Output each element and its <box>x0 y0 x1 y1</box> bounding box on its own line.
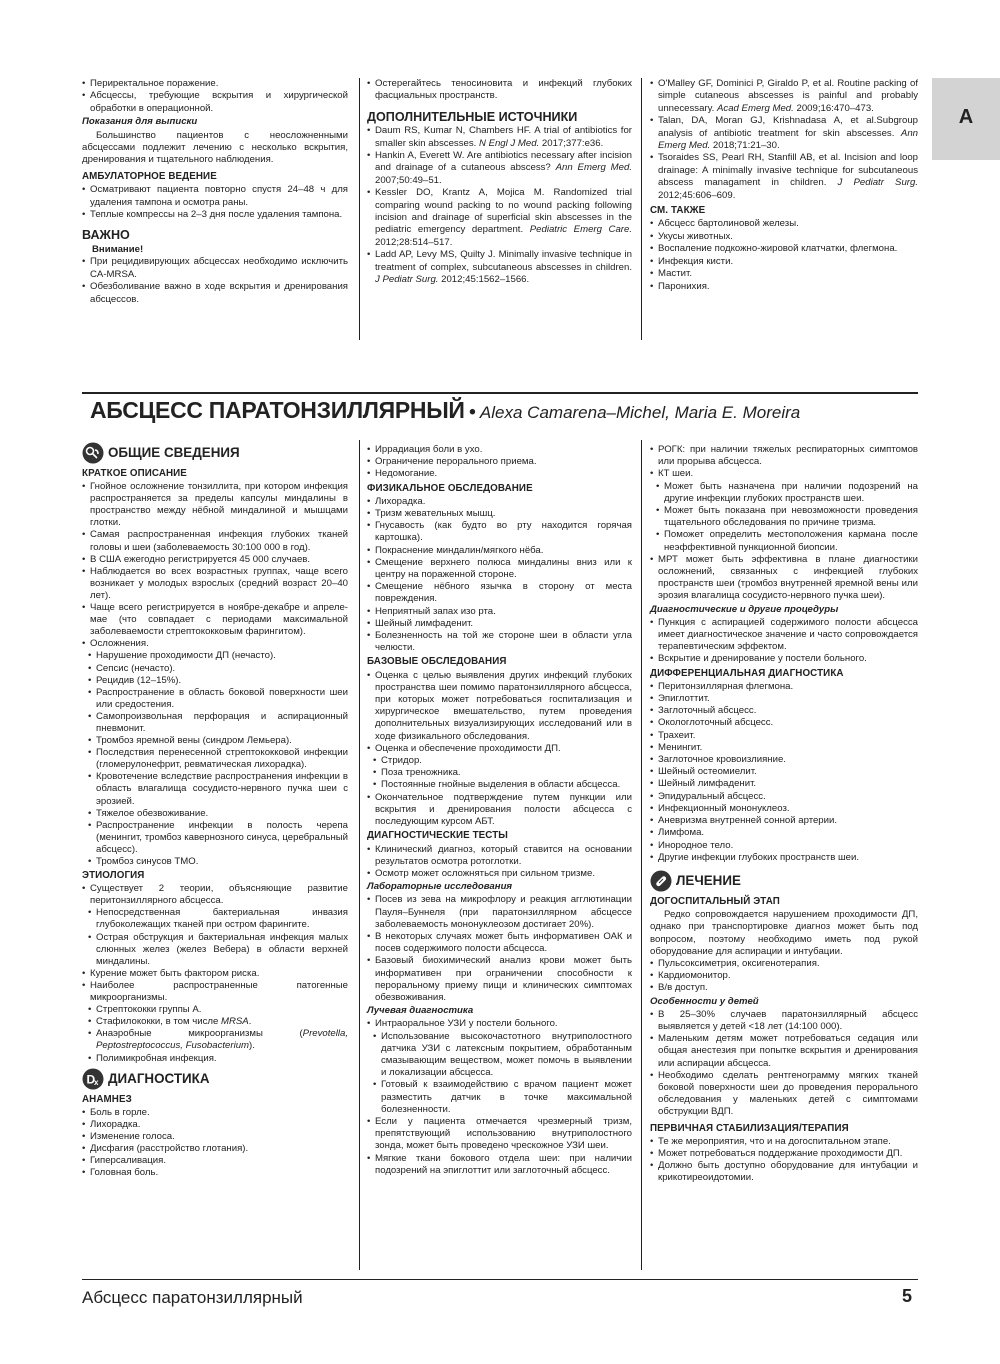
heading-see-also: СМ. ТАКЖЕ <box>650 205 706 217</box>
list-item: • Головная боль. <box>82 1167 348 1179</box>
heading-discharge: Показания для выписки <box>82 116 198 128</box>
list-item: • РОГК: при наличии тяжелых респираторных симптомов или прорыва абсцесса. <box>650 444 918 468</box>
sub-item: • Готовый к взаимодействию с врачом пациент может разместить датчик в точке максимальной болезненности. <box>367 1079 632 1116</box>
sub-item: • Стрептококки группы А. <box>82 1004 348 1016</box>
list-item: • Маленьким детям может потребоваться седация или общая анестезия при попытке вскрытия и дренирования или аспирации абсцесса. <box>650 1033 918 1070</box>
column-divider-2 <box>641 440 642 1270</box>
title-rule <box>82 392 918 394</box>
sub-item: • Поза треножника. <box>367 767 632 779</box>
list-item: • Лихорадка. <box>82 1119 348 1131</box>
list-item: • Окончательное подтверждение путем пункции или вскрытия и дренирования полости абсцесса с последующим курсом АБТ. <box>367 792 632 829</box>
list-item: • Заглоточное кровоизлияние. <box>650 754 918 766</box>
top-column-1 <box>82 78 348 306</box>
list-item: • КТ шеи. <box>650 468 918 480</box>
sub-item: • Кровотечение вследствие распространения инфекции в область влагалища сосудисто-нервного пучка шеи с эрозией. <box>82 771 348 807</box>
column-3 <box>650 444 918 1185</box>
list-item: • Осмотр может осложняться при сильном тризме. <box>367 868 632 880</box>
sub-item: • Сепсис (нечасто). <box>82 663 348 675</box>
top-column-2 <box>367 78 632 287</box>
section-title: ДИАГНОСТИКА <box>108 1070 210 1086</box>
list-item: • При рецидивирующих абсцессах необходимо исключить CA-MRSA. <box>82 256 348 281</box>
list-item: • Оценка и обеспечение проходимости ДП. <box>367 743 632 755</box>
title-authors: Alexa Camarena–Michel, Maria E. Moreira <box>479 403 801 422</box>
list-item: • Осматривают пациента повторно спустя 24–48 ч для удаления тампона и осмотра раны. <box>82 184 348 209</box>
list-item: • Окологлоточный абсцесс. <box>650 717 918 729</box>
footer-rule <box>82 1279 918 1280</box>
heading-physical: ФИЗИКАЛЬНОЕ ОБСЛЕДОВАНИЕ <box>367 482 533 494</box>
sub-item: • Использование высокочастотного внутриполостного датчика УЗИ с латексным покрытием, обработанным смазывающим веществом, может помочь в выявлении и локализации абсцесса. <box>367 1031 632 1080</box>
heading-tests: ДИАГНОСТИЧЕСКИЕ ТЕСТЫ <box>367 830 508 842</box>
list-item: • В США ежегодно регистрируется 45 000 случаев. <box>82 554 348 566</box>
section-title: ЛЕЧЕНИЕ <box>676 872 741 888</box>
heading-stabilization: ПЕРВИЧНАЯ СТАБИЛИЗАЦИЯ/ТЕРАПИЯ <box>650 1122 849 1134</box>
heading-basic: БАЗОВЫЕ ОБСЛЕДОВАНИЯ <box>367 656 507 668</box>
list-item: • Абсцесс бартолиновой железы. <box>650 218 918 230</box>
sub-item: • Поможет определить местоположения кармана после неэффективной пункционной биопсии. <box>650 529 918 553</box>
attention-label: Внимание! <box>92 243 144 255</box>
list-item: • Теплые компрессы на 2–3 дня после удаления тампона. <box>82 209 348 221</box>
list-item: • Ограничение перорального приема. <box>367 456 632 468</box>
list-item: • Эпидуральный абсцесс. <box>650 791 918 803</box>
article-title <box>90 397 800 424</box>
heading-etiology: ЭТИОЛОГИЯ <box>82 870 145 882</box>
sub-item: • Самопроизвольная перфорация и аспирационный пневмонит. <box>82 711 348 735</box>
list-item: • Гиперсаливация. <box>82 1155 348 1167</box>
list-item: • Может потребоваться поддержание проходимости ДП. <box>650 1148 918 1160</box>
list-item: • Инфекционный мононуклеоз. <box>650 803 918 815</box>
column-divider-1 <box>359 440 360 1270</box>
list-item: • Паронихия. <box>650 281 918 293</box>
list-item: • Те же мероприятия, что и на догоспитальном этапе. <box>650 1136 918 1148</box>
list-item: • Заглоточный абсцесс. <box>650 705 918 717</box>
section-general <box>82 442 348 464</box>
list-item: • Наиболее распространенные патогенные микроорганизмы. <box>82 980 348 1004</box>
title-bullet: • <box>469 402 476 423</box>
heading-sources: ДОПОЛНИТЕЛЬНЫЕ ИСТОЧНИКИ <box>367 109 578 124</box>
sub-item: • Может быть назначена при наличии подозрений на другие инфекции глубоких пространств шеи. <box>650 481 918 505</box>
list-item: • Тризм жевательных мышц. <box>367 508 632 520</box>
section-letter-tab: A <box>932 78 1000 160</box>
list-item: • Менингит. <box>650 742 918 754</box>
list-item: • Неприятный запах изо рта. <box>367 606 632 618</box>
reference-item: • Hankin A, Everett W. Are antibiotics necessary after incision and drainage of a cutaneous abscess? Ann Emerg Med. 2007;50:49–51. <box>367 150 632 187</box>
list-item: • Осложнения. <box>82 638 348 650</box>
title-main: АБСЦЕСС ПАРАТОНЗИЛЛЯРНЫЙ <box>90 397 465 423</box>
top-column-divider-2 <box>641 78 642 340</box>
sub-item: • Распространение инфекции в полость черепа (менингит, тромбоз кавернозного синуса, церебральный абсцесс). <box>82 820 348 856</box>
list-item: • Инородное тело. <box>650 840 918 852</box>
sub-item: • Стафилококки, в том числе MRSA. <box>82 1016 348 1028</box>
svg-text:x: x <box>94 1077 99 1087</box>
heading-anamnesis: АНАМНЕЗ <box>82 1093 132 1105</box>
list-item: • Мастит. <box>650 268 918 280</box>
section-title: ОБЩИЕ СВЕДЕНИЯ <box>108 444 240 460</box>
list-item: • Оценка с целью выявления других инфекций глубоких пространства шеи помимо паратонзиллярного абсцесса, при которых может потребоваться госпитализация и хирургическое вмешательство, путем проведения дополнительных визуализирующих исследований или в ходе физикального обследования. <box>367 670 632 743</box>
list-item: • Воспаление подкожно-жировой клатчатки, флегмона. <box>650 243 918 255</box>
list-item: • Дисфагия (расстройство глотания). <box>82 1143 348 1155</box>
list-item: • В 25–30% случаев паратонзиллярный абсцесс выявляется у детей <18 лет (14:100 000). <box>650 1009 918 1033</box>
sub-item: • Анаэробные микроорганизмы (Prevotella, Peptostreptococcus, Fusobacterium). <box>82 1028 348 1052</box>
sub-item: • Стридор. <box>367 755 632 767</box>
heading-outpatient: АМБУЛАТОРНОЕ ВЕДЕНИЕ <box>82 170 217 182</box>
sub-item: • Непосредственная бактериальная инвазия глубоколежащих тканей при остром фарингите. <box>82 907 348 931</box>
list-item: • Боль в горле. <box>82 1107 348 1119</box>
list-item: • Трахеит. <box>650 730 918 742</box>
reference-item: • Ladd AP, Levy MS, Quilty J. Minimally invasive technique in treatment of complex, subcutaneous abscesses in children. J Pediatr Surg. 2012;45:1562–1566. <box>367 249 632 286</box>
sub-item: • Рецидив (12–15%). <box>82 675 348 687</box>
sub-item: • Может быть показана при невозможности проведения тщательного обследования по причине тризма. <box>650 505 918 529</box>
list-item: • Эпиглоттит. <box>650 693 918 705</box>
sub-item: • Распространение в область боковой поверхности шеи или средостения. <box>82 687 348 711</box>
list-item: • Болезненность на той же стороне шеи в области угла челюсти. <box>367 630 632 654</box>
list-item: • Пульсоксиметрия, оксигенотерапия. <box>650 958 918 970</box>
sub-item: • Полимикробная инфекция. <box>82 1053 348 1065</box>
list-item: • Интраоральное УЗИ у постели больного. <box>367 1018 632 1030</box>
list-item: • Остерегайтесь теносиновита и инфекций глубоких фасциальных пространств. <box>367 78 632 103</box>
sub-item: • Тромбоз яремной вены (синдром Лемьера). <box>82 735 348 747</box>
reference-item: • Talan, DA, Moran GJ, Krishnadasa A, et al.Subgroup analysis of antibiotic treatment for skin abscesses. Ann Emerg Med. 2018;71:21–30. <box>650 115 918 152</box>
list-item: • Базовый биохимический анализ крови может быть информативен при ограничении способности к пероральному приему пищи и клинических симптомах обезвоживания. <box>367 955 632 1004</box>
list-item: • Иррадиация боли в ухо. <box>367 444 632 456</box>
heading-children: Особенности у детей <box>650 995 759 1007</box>
list-item: • Лимфома. <box>650 827 918 839</box>
list-item: • Недомогание. <box>367 468 632 480</box>
stethoscope-icon <box>82 442 104 464</box>
list-item: • Покраснение миндалин/мягкого нёба. <box>367 545 632 557</box>
reference-item: • O'Malley GF, Dominici P, Giraldo P, et al. Routine packing of simple cutaneous abscesses is painful and probably unnecessary. Acad Emerg Med. 2009;16:470–473. <box>650 78 918 115</box>
sub-item: • Постоянные гнойные выделения в области абсцесса. <box>367 779 632 791</box>
list-item: • Гнусавость (как будто во рту находится горячая картошка). <box>367 520 632 544</box>
list-item: • Наблюдается во всех возрастных группах, чаще всего возникает у молодых взрослых (средний возраст 20–40 лет). <box>82 566 348 602</box>
list-item: • Шейный остеомиелит. <box>650 766 918 778</box>
list-item: • МРТ может быть эффективна в плане диагностики осложнений, связанных с инфекцией глубоких пространств шеи (тромбоз внутренней яремной вены или эрозия влагалища сосудисто-нервного пучка шеи). <box>650 554 918 603</box>
column-1 <box>82 440 348 1179</box>
heading-imaging: Лучевая диагностика <box>367 1005 474 1017</box>
treatment-icon <box>650 870 672 892</box>
heading-differential: ДИФФЕРЕНЦИАЛЬНАЯ ДИАГНОСТИКА <box>650 667 844 679</box>
top-column-3 <box>650 78 918 293</box>
list-item: • В некоторых случаях может быть информативен ОАК и посев содержимого полости абсцесса. <box>367 931 632 955</box>
heading-lab: Лабораторные исследования <box>367 881 513 893</box>
list-item: • Если у пациента отмечается чрезмерный тризм, препятствующий использованию внутриполостного зонда, может быть проведено чрескожное УЗИ шеи. <box>367 1116 632 1153</box>
list-item: • Лихорадка. <box>367 496 632 508</box>
list-item: • Пункция с аспирацией содержимого полости абсцесса имеет диагностическое значение и часто сопровождается терапевтическим эффектом. <box>650 617 918 654</box>
list-item: • Аневризма внутренней сонной артерии. <box>650 815 918 827</box>
reference-item: • Tsoraides SS, Pearl RH, Stanfill AB, et al. Incision and loop drainage: A minimally invasive technique for subcutaneous abscess managament in children. J Pediatr Surg. 2012;45:606–609. <box>650 152 918 202</box>
discharge-text: Большинство пациентов с неосложненными абсцессами подлежит лечению с несколько вскрытия, дренирования и тщательного наблюдения. <box>82 129 348 166</box>
list-item: • Посев из зева на микрофлору и реакция агглютинации Пауля–Буннеля (при паратонзиллярном абсцессе заболеваемость мононуклеозом достигает 20%). <box>367 894 632 931</box>
list-item: • Мягкие ткани бокового отдела шеи: при наличии подозрений на эпиглоттит или заглоточный абсцесс. <box>367 1153 632 1177</box>
sub-item: • Острая обструкция и бактериальная инфекция малых слюнных желез (желез Вебера) в области верхней миндалины. <box>82 932 348 968</box>
list-item: • Самая распространенная инфекция глубоких тканей головы и шеи (заболеваемость 30:100 000 в год). <box>82 529 348 553</box>
list-item: • Необходимо сделать рентгенограмму мягких тканей боковой поверхности шеи до проведения перорального обследования у маленьких детей с симптомами обструкции ВДП. <box>650 1070 918 1119</box>
list-item: • Обезболивание важно в ходе вскрытия и дренирования абсцессов. <box>82 281 348 306</box>
sub-item: • Нарушение проходимости ДП (нечасто). <box>82 650 348 662</box>
list-item: • Гнойное осложнение тонзиллита, при котором инфекция распространяется за пределы капсулы миндалины в пространство между нёбной миндалиной и мышцами глотки. <box>82 481 348 529</box>
heading-prehospital: ДОГОСПИТАЛЬНЫЙ ЭТАП <box>650 895 780 907</box>
list-item: • Кардиомонитор. <box>650 970 918 982</box>
list-item: • Инфекция кисти. <box>650 256 918 268</box>
list-item: • Вскрытие и дренирование у постели больного. <box>650 653 918 665</box>
sub-item: • Последствия перенесенной стрептококковой инфекции (гломерулонефрит, ревматическая лихорадка). <box>82 747 348 771</box>
section-treatment <box>650 870 918 892</box>
list-item: • В/в доступ. <box>650 982 918 994</box>
list-item: • Клинический диагноз, который ставится на основании результатов осмотра ротоглотки. <box>367 844 632 868</box>
section-diagnostics <box>82 1068 348 1090</box>
column-2 <box>367 444 632 1177</box>
list-item: • Чаще всего регистрируется в ноябре-декабре и апреле-мае (что совпадает с периодами максимальной заболеваемости стрептококковым фарингитом). <box>82 602 348 638</box>
list-item: • Шейный лимфаденит. <box>367 618 632 630</box>
prehospital-text: Редко сопровождается нарушением проходимости ДП, однако при транспортировке диагноз может быть под вопросом, поэтому необходимо иметь под рукой оборудование для аспирации и интубации. <box>650 909 918 957</box>
heading-procedures: Диагностические и другие процедуры <box>650 603 839 615</box>
list-item: • Смещение верхнего полюса миндалины вниз или к центру на пораженной стороне. <box>367 557 632 581</box>
list-item: • Абсцессы, требующие вскрытия и хирургической обработки в операционной. <box>82 90 348 115</box>
list-item: • Периректальное поражение. <box>82 78 348 90</box>
list-item: • Перитонзиллярная флегмона. <box>650 681 918 693</box>
list-item: • Другие инфекции глубоких пространств шеи. <box>650 852 918 864</box>
list-item: • Существует 2 теории, объясняющие развитие перитонзиллярного абсцесса. <box>82 883 348 907</box>
list-item: • Укусы животных. <box>650 231 918 243</box>
list-item: • Курение может быть фактором риска. <box>82 968 348 980</box>
heading-important: ВАЖНО <box>82 228 130 243</box>
list-item: • Смещение нёбного язычка в сторону от места повреждения. <box>367 581 632 605</box>
reference-item: • Kessler DO, Krantz A, Mojica M. Randomized trial comparing wound packing to no wound packing following incision and drainage of superficial skin abscesses in the pediatric emergency department. Pediatric Emerg Care. 2012;28:514–517. <box>367 187 632 249</box>
top-column-divider-1 <box>359 78 360 340</box>
svg-text:D: D <box>86 1072 96 1087</box>
heading-brief: КРАТКОЕ ОПИСАНИЕ <box>82 468 187 479</box>
diagnosis-icon <box>82 1068 104 1090</box>
reference-item: • Daum RS, Kumar N, Chambers HF. A trial of antibiotics for smaller skin abscesses. N Engl J Med. 2017;377:e36. <box>367 125 632 150</box>
list-item: • Шейный лимфаденит. <box>650 778 918 790</box>
sub-item: • Тяжелое обезвоживание. <box>82 808 348 820</box>
page-number: 5 <box>902 1286 913 1306</box>
running-title: Абсцесс паратонзиллярный <box>82 1288 303 1307</box>
list-item: • Должно быть доступно оборудование для интубации и крикотиреоидотомии. <box>650 1160 918 1184</box>
list-item: • Изменение голоса. <box>82 1131 348 1143</box>
sub-item: • Тромбоз синусов ТМО. <box>82 856 348 868</box>
